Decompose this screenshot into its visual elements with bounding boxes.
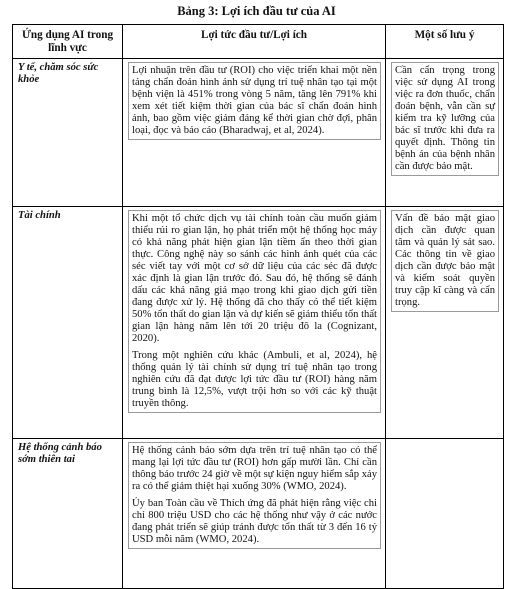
field-cell: Hệ thống cảnh báo sớm thiên tai bbox=[13, 439, 123, 589]
table-header-row bbox=[13, 25, 504, 59]
field-cell: Tài chính bbox=[13, 207, 123, 439]
table-row-finance bbox=[13, 207, 504, 439]
table-title: Bảng 3: Lợi ích đầu tư của AI bbox=[177, 4, 336, 18]
header-field: Ứng dụng AI trong lĩnh vực bbox=[13, 25, 123, 59]
benefit-box bbox=[128, 210, 381, 413]
note-paragraph: Vấn đề bảo mật giao dịch cần được quan tâm và quản lý sát sao. Các thông tin về giao dịch cần được bảo mật và kiểm soát quyền truy cập kĩ càng và cẩn trọng. bbox=[395, 213, 495, 308]
note-cell bbox=[386, 207, 504, 439]
benefit-paragraph: Ủy ban Toàn cầu về Thích ứng đã phát hiện rằng việc chi chỉ 800 triệu USD cho các hệ thống như vậy ở các nước đang phát triển sẽ giúp tránh được tổn thất từ 3 đến 16 tỷ USD mỗi năm (WMO, 2024). bbox=[132, 498, 377, 545]
header-benefit: Lợi tức đầu tư/Lợi ích bbox=[123, 25, 386, 59]
roi-table bbox=[12, 24, 504, 589]
note-paragraph: Cần cẩn trọng trong việc sử dụng AI trong việc ra đơn thuốc, chẩn đoán bệnh, vẫn cần sự kiểm tra kỹ lưỡng của bác sĩ trước khi đưa ra quyết định. Thông tin bệnh án của bệnh nhân cần được bảo mật. bbox=[395, 65, 495, 172]
benefit-cell bbox=[123, 439, 386, 589]
header-note: Một số lưu ý bbox=[386, 25, 504, 59]
table-row-disaster bbox=[13, 439, 504, 589]
benefit-paragraph: Hệ thống cảnh báo sớm dựa trên trí tuệ nhân tạo có thể mang lại lợi tức đầu tư (ROI) hơn gấp mười lần. Chỉ cần thông báo trước 24 giờ về một sự kiện nguy hiểm sắp xảy ra có thể giảm thiệt hại xuống 30% (WMO, 2024). bbox=[132, 445, 377, 492]
table-row-healthcare bbox=[13, 59, 504, 207]
benefit-paragraph: Khi một tổ chức dịch vụ tài chính toàn cầu muốn giảm thiểu rủi ro gian lận, họ phát triển một hệ thống học máy có khả năng phát hiện gian lận tiềm ẩn theo thời gian thực. Công nghệ này so sánh các hình ảnh quét của các séc viết tay với một cơ sở dữ liệu của các séc đã được xác định là gian lận trước đó. Sau đó, hệ thống sẽ đánh dấu các khả năng giả mạo trong khi giao dịch gửi tiền đang được xử lý. Hệ thống đã cho thấy có thể tiết kiệm 50% tổn thất do gian lận và dự kiến sẽ giảm thiểu tổn thất gian lận hàng năm lên tới 20 triệu đô la (Cognizant, 2020). bbox=[132, 213, 377, 344]
note-box bbox=[391, 62, 499, 176]
benefit-box bbox=[128, 62, 381, 140]
benefit-cell bbox=[123, 59, 386, 207]
field-cell: Y tế, chăm sóc sức khỏe bbox=[13, 59, 123, 207]
note-cell bbox=[386, 59, 504, 207]
benefit-cell bbox=[123, 207, 386, 439]
note-cell bbox=[386, 439, 504, 589]
benefit-paragraph: Lợi nhuận trên đầu tư (ROI) cho việc triển khai một nền tảng chẩn đoán hình ảnh sử dụng trí tuệ nhân tạo tại một bệnh viện là 451% trong vòng 5 năm, tăng lên 791% khi xem xét tiết kiệm thời gian của bác sĩ chẩn đoán hình ảnh, bao gồm việc giảm đáng kể thời gian chờ đợi, phân loại, đọc và báo cáo (Bharadwaj, et al, 2024). bbox=[132, 65, 377, 136]
benefit-paragraph: Trong một nghiên cứu khác (Ambuli, et al, 2024), hệ thống quản lý tài chính sử dụng trí tuệ nhân tạo trong nghiên cứu đã đạt được lợi tức đầu tư (ROI) hàng năm trung bình là 12,5%, vượt trội hơn so với các kỹ thuật truyền thông. bbox=[132, 350, 377, 409]
benefit-box bbox=[128, 442, 381, 549]
note-box bbox=[391, 210, 499, 312]
